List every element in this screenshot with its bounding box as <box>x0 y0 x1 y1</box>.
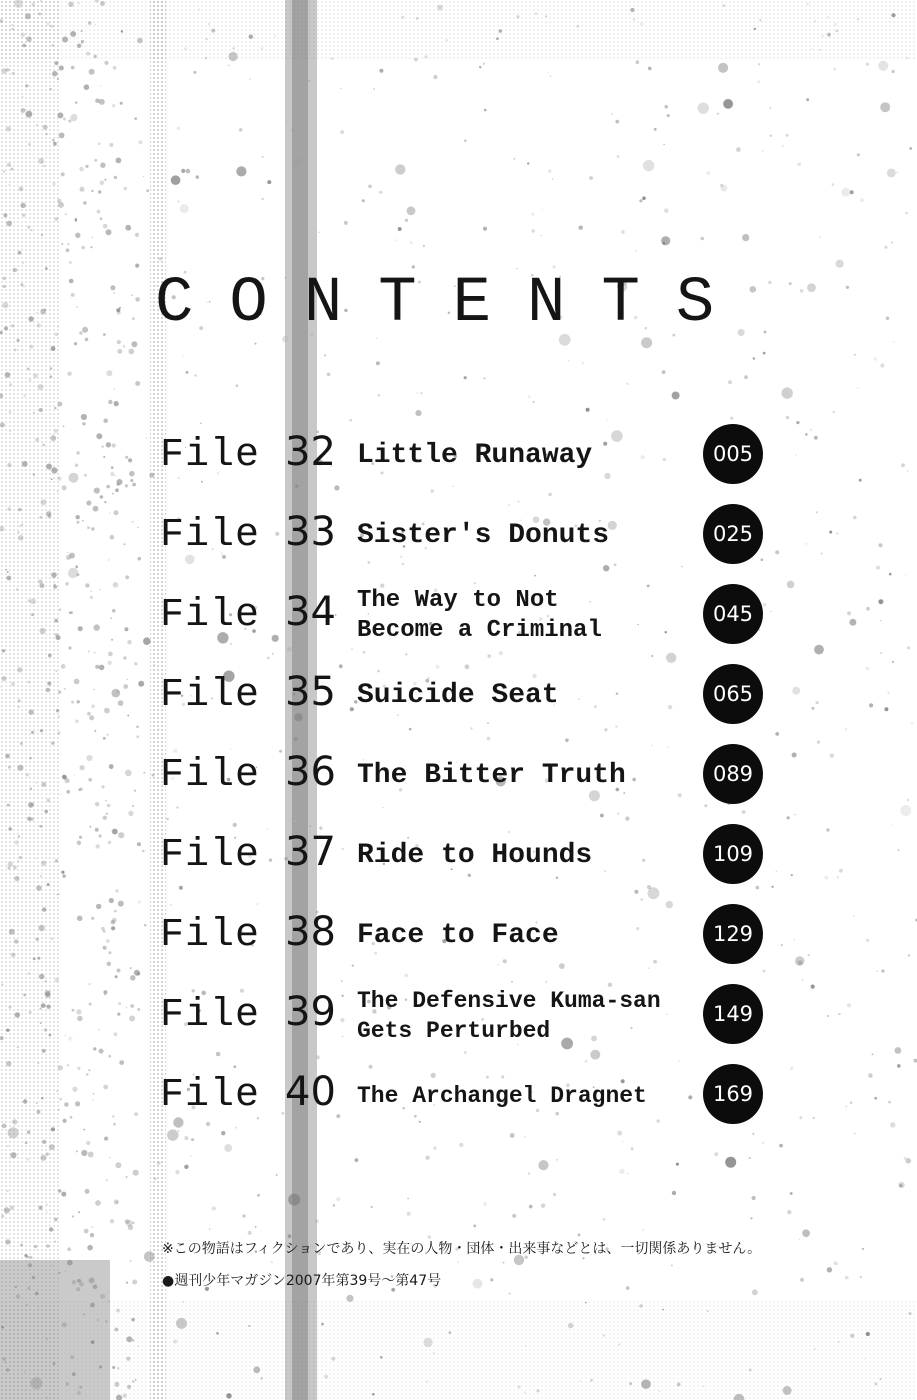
toc-entry-37 <box>160 822 780 892</box>
chapter-title: Ride to Hounds <box>357 840 593 871</box>
serialization-note: ●週刊少年マガジン2007年第39号～第47号 <box>162 1273 442 1289</box>
file-number: 36 <box>285 749 336 795</box>
page-number-badge: 005 <box>703 424 763 484</box>
file-word: File <box>160 673 261 718</box>
file-word: File <box>160 1073 261 1118</box>
page-number-badge: 065 <box>703 664 763 724</box>
file-label <box>160 750 336 798</box>
chapter-title: The Defensive Kuma-san Gets Perturbed <box>357 988 661 1044</box>
file-word: File <box>160 993 261 1038</box>
page-number-badge: 045 <box>703 584 763 644</box>
page-number-badge: 169 <box>703 1064 763 1124</box>
file-number: 39 <box>285 989 336 1035</box>
toc-entry-39 <box>160 982 780 1052</box>
file-label <box>160 1070 336 1118</box>
chapter-title: The Bitter Truth <box>357 760 626 791</box>
file-label <box>160 510 336 558</box>
fiction-disclaimer: ※この物語はフィクションであり、実在の人物・団体・出来事などとは、一切関係ありません。 <box>162 1241 762 1257</box>
chapter-title: Sister's Donuts <box>357 520 610 551</box>
page-number-badge: 149 <box>703 984 763 1044</box>
file-number: 33 <box>285 509 336 555</box>
file-label <box>160 830 336 878</box>
toc-entry-40 <box>160 1062 780 1132</box>
file-number: 32 <box>285 429 336 475</box>
toc-entry-38 <box>160 902 780 972</box>
page-number-badge: 025 <box>703 504 763 564</box>
chapter-title: The Way to Not Become a Criminal <box>357 587 602 644</box>
file-word: File <box>160 833 261 878</box>
toc-entry-35 <box>160 662 780 732</box>
file-word: File <box>160 753 261 798</box>
toc-entry-36 <box>160 742 780 812</box>
file-word: File <box>160 433 261 478</box>
file-label <box>160 910 336 958</box>
file-label <box>160 590 336 638</box>
page-number-badge: 089 <box>703 744 763 804</box>
toc-entry-32 <box>160 422 780 492</box>
toc-entry-33 <box>160 502 780 572</box>
file-number: 40 <box>285 1069 336 1115</box>
file-label <box>160 430 336 478</box>
file-word: File <box>160 913 261 958</box>
file-number: 38 <box>285 909 336 955</box>
file-word: File <box>160 513 261 558</box>
file-number: 37 <box>285 829 336 875</box>
file-label <box>160 990 336 1038</box>
page-title: CONTENTS <box>155 268 751 340</box>
chapter-title: Little Runaway <box>357 440 593 471</box>
file-label <box>160 670 336 718</box>
chapter-title: Suicide Seat <box>357 680 559 711</box>
page-number-badge: 129 <box>703 904 763 964</box>
page-number-badge: 109 <box>703 824 763 884</box>
file-word: File <box>160 593 261 638</box>
chapter-title: The Archangel Dragnet <box>357 1083 647 1109</box>
toc-entry-34 <box>160 582 780 652</box>
file-number: 34 <box>285 589 336 635</box>
file-number: 35 <box>285 669 336 715</box>
chapter-title: Face to Face <box>357 920 559 951</box>
